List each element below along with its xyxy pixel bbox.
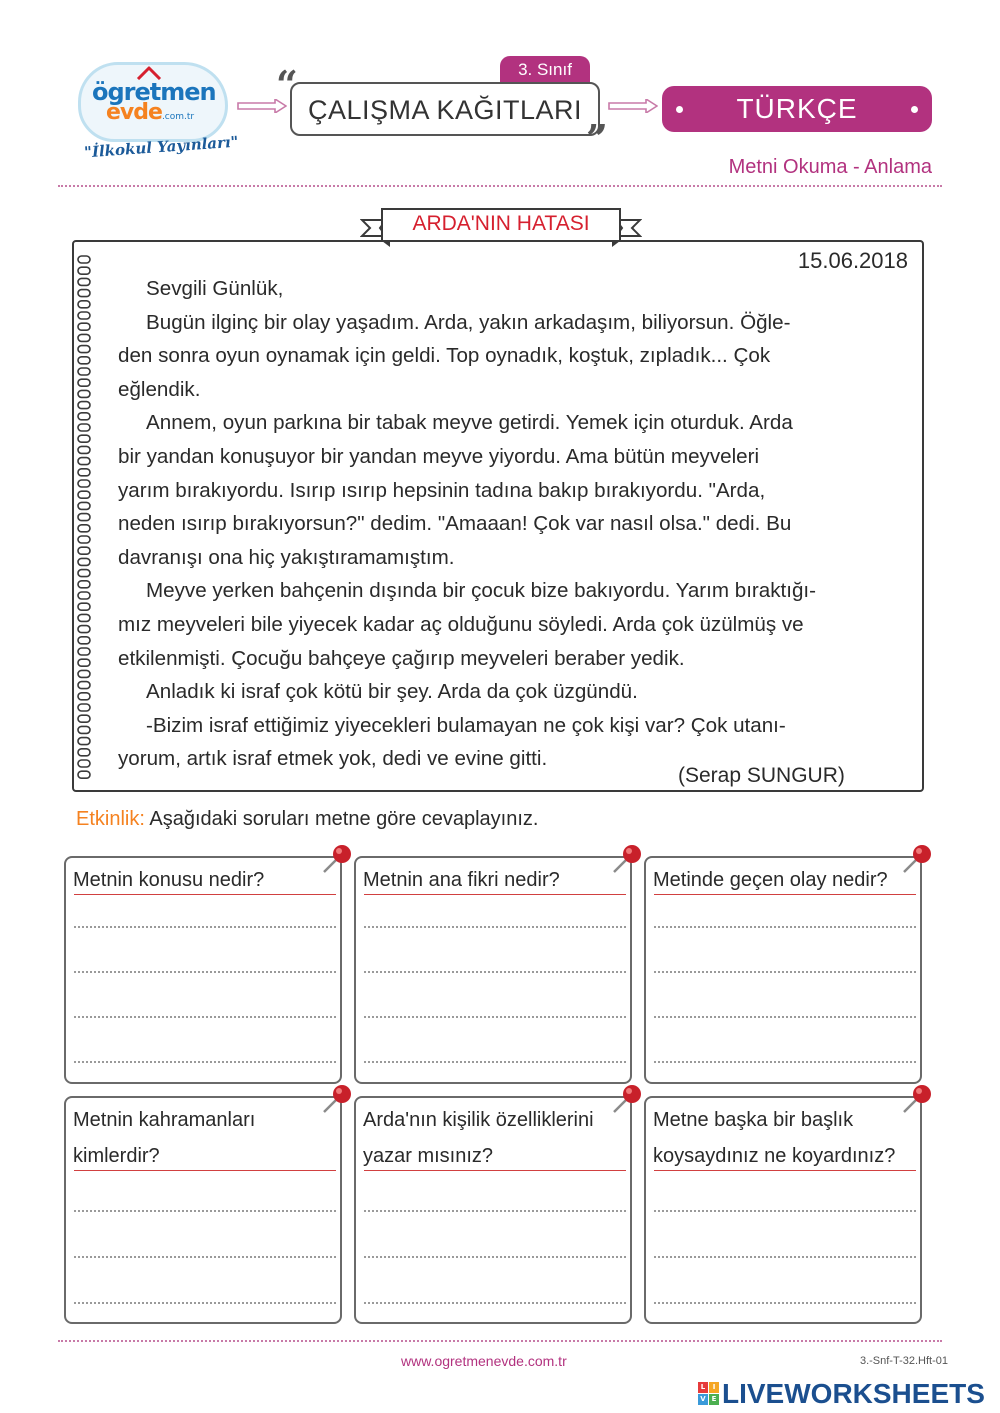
question-underline (364, 1170, 626, 1171)
spiral-ring (78, 480, 90, 487)
answer-line[interactable] (364, 1016, 626, 1018)
spiral-ring (78, 458, 90, 465)
subject-pill (662, 86, 932, 132)
spiral-ring (78, 435, 90, 442)
answer-line[interactable] (654, 926, 916, 928)
spiral-ring (78, 670, 90, 677)
topic-label: Metni Okuma - Anlama (728, 156, 932, 178)
spiral-ring (78, 738, 90, 745)
spiral-ring (78, 525, 90, 532)
answer-line[interactable] (74, 1210, 336, 1212)
answer-line[interactable] (364, 926, 626, 928)
story-line: Bugün ilginç bir olay yaşadım. Arda, yakın arkadaşım, biliyorsun. Öğle- (146, 310, 791, 334)
open-quote-mark: “ (276, 62, 298, 107)
answer-line[interactable] (654, 1256, 916, 1258)
footer-url[interactable]: www.ogretmenevde.com.tr (401, 1353, 567, 1369)
story-line: eğlendik. (118, 377, 201, 401)
question-text: Metne başka bir başlık koysaydınız ne koyardınız? (653, 1109, 896, 1167)
spiral-ring (78, 469, 90, 476)
answer-line[interactable] (74, 926, 336, 928)
story-line: -Bizim israf ettiğimiz yiyecekleri bulamayan ne çok kişi var? Çok utanı- (146, 713, 786, 737)
spiral-ring (78, 413, 90, 420)
question-card (644, 856, 922, 1084)
story-line: bir yandan konuşuyor bir yandan meyve yiyordu. Ama bütün meyveleri (118, 444, 760, 468)
answer-line[interactable] (74, 1256, 336, 1258)
lw-icon-cell: L (698, 1382, 708, 1393)
logo-tagline: "İlkokul Yayınları" (83, 132, 240, 162)
question-underline (74, 894, 336, 895)
answer-line[interactable] (74, 1061, 336, 1063)
answer-line[interactable] (364, 1256, 626, 1258)
question-text: Arda'nın kişilik özelliklerini yazar mısınız? (363, 1109, 594, 1167)
grade-tag: 3. Sınıf (500, 56, 590, 84)
spiral-ring (78, 726, 90, 733)
spiral-ring (78, 626, 90, 633)
worksheet-title: ÇALIŞMA KAĞITLARI (307, 95, 583, 125)
spiral-ring (78, 693, 90, 700)
spiral-ring (78, 558, 90, 565)
activity-label: Etkinlik: (76, 808, 145, 830)
spiral-ring (78, 357, 90, 364)
spiral-ring (78, 547, 90, 554)
spiral-ring (78, 514, 90, 521)
answer-line[interactable] (364, 1302, 626, 1304)
answer-line[interactable] (654, 1016, 916, 1018)
question-underline (74, 1170, 336, 1171)
liveworksheets-brand: LIVEWORKSHEETS (722, 1378, 985, 1409)
spiral-ring (78, 581, 90, 588)
push-pin-icon (610, 1082, 644, 1116)
question-text: Metnin ana fikri nedir? (363, 869, 560, 891)
question-underline (654, 1170, 916, 1171)
question-card (644, 1096, 922, 1324)
answer-line[interactable] (654, 971, 916, 973)
push-pin-icon (610, 842, 644, 876)
spiral-ring (78, 771, 90, 778)
lw-icon-cell: E (709, 1394, 719, 1405)
spiral-ring (78, 715, 90, 722)
spiral-ring (78, 491, 90, 498)
footer-code: 3.-Snf-T-32.Hft-01 (859, 1355, 948, 1367)
push-pin-icon (320, 1082, 354, 1116)
spiral-ring (78, 603, 90, 610)
spiral-ring (78, 592, 90, 599)
arrow-right-icon (608, 99, 658, 113)
logo-name-second: evde.com.tr (106, 100, 195, 125)
spiral-ring (78, 760, 90, 767)
spiral-ring (78, 637, 90, 644)
answer-line[interactable] (364, 971, 626, 973)
spiral-ring (78, 334, 90, 341)
question-text: Metnin kahramanları kimlerdir? (73, 1109, 256, 1167)
subject-label: TÜRKÇE (736, 93, 858, 124)
push-pin-icon (900, 842, 934, 876)
answer-line[interactable] (364, 1210, 626, 1212)
push-pin-icon (900, 1082, 934, 1116)
spiral-ring (78, 659, 90, 666)
bullet-dot (911, 106, 918, 113)
question-underline (364, 894, 626, 895)
question-card (354, 1096, 632, 1324)
story-title-ribbon (360, 206, 642, 252)
story-author: (Serap SUNGUR) (678, 764, 845, 787)
story-line: etkilenmişti. Çocuğu bahçeye çağırıp meyveleri beraber yedik. (118, 646, 685, 670)
close-quote-mark: ” (586, 116, 608, 161)
question-card (64, 1096, 342, 1324)
spiral-binding-icon (77, 252, 91, 784)
story-title: ARDA'NIN HATASI (412, 212, 590, 235)
spiral-ring (78, 390, 90, 397)
answer-line[interactable] (74, 1016, 336, 1018)
story-line: yorum, artık israf etmek yok, dedi ve evine gitti. (118, 747, 548, 771)
answer-line[interactable] (364, 1061, 626, 1063)
story-line: Anladık ki israf çok kötü bir şey. Arda da çok üzgündü. (146, 680, 638, 704)
spiral-ring (78, 301, 90, 308)
story-line: mız meyveleri bile yiyecek kadar aç olduğunu söyledi. Arda çok üzülmüş ve (118, 612, 804, 636)
spiral-ring (78, 278, 90, 285)
activity-text: Aşağıdaki soruları metne göre cevaplayınız. (149, 808, 539, 830)
activity-instruction (76, 808, 538, 831)
spiral-ring (78, 502, 90, 509)
spiral-ring (78, 256, 90, 263)
answer-line[interactable] (74, 1302, 336, 1304)
story-line: yarım bırakıyordu. Isırıp ısırıp hepsinin tadına bakıp bırakıyordu. "Arda, (118, 478, 766, 502)
spiral-ring (78, 682, 90, 689)
story-line: den sonra oyun oynamak için geldi. Top oynadık, koştuk, zıpladık... Çok (118, 344, 771, 368)
story-date: 15.06.2018 (797, 248, 908, 273)
spiral-ring (78, 648, 90, 655)
lw-icon-cell: V (698, 1394, 708, 1405)
question-text: Metinde geçen olay nedir? (653, 869, 888, 891)
spiral-ring (78, 446, 90, 453)
answer-line[interactable] (654, 1210, 916, 1212)
publisher-logo (78, 62, 240, 162)
liveworksheets-icon (698, 1382, 720, 1406)
spiral-ring (78, 536, 90, 543)
answer-line[interactable] (654, 1302, 916, 1304)
spiral-ring (78, 749, 90, 756)
question-underline (654, 894, 916, 895)
spiral-ring (78, 368, 90, 375)
dotted-divider (58, 1340, 942, 1342)
spiral-ring (78, 379, 90, 386)
spiral-ring (78, 323, 90, 330)
spiral-ring (78, 704, 90, 711)
story-line: neden ısırıp bırakıyorsun?" dedim. "Amaaan! Çok var nasıl olsa." dedi. Bu (118, 512, 792, 536)
spiral-ring (78, 402, 90, 409)
story-line: Sevgili Günlük, (146, 277, 284, 300)
spiral-ring (78, 570, 90, 577)
story-line: Annem, oyun parkına bir tabak meyve getirdi. Yemek için oturduk. Arda (146, 411, 793, 435)
spiral-ring (78, 346, 90, 353)
spiral-ring (78, 614, 90, 621)
story-line: davranışı ona hiç yakıştıramamıştım. (118, 545, 455, 569)
spiral-ring (78, 267, 90, 274)
story-body (118, 272, 908, 776)
spiral-ring (78, 312, 90, 319)
answer-line[interactable] (654, 1061, 916, 1063)
worksheet-title-box (290, 82, 600, 136)
dotted-divider (58, 185, 942, 187)
push-pin-icon (320, 842, 354, 876)
story-line: Meyve yerken bahçenin dışında bir çocuk bize bakıyordu. Yarım bıraktığı- (146, 579, 817, 603)
answer-line[interactable] (74, 971, 336, 973)
question-text: Metnin konusu nedir? (73, 869, 265, 891)
lw-icon-cell: I (709, 1382, 719, 1393)
question-card (354, 856, 632, 1084)
spiral-ring (78, 290, 90, 297)
logo-name: ögretmen (92, 78, 216, 106)
question-card (64, 856, 342, 1084)
spiral-ring (78, 424, 90, 431)
